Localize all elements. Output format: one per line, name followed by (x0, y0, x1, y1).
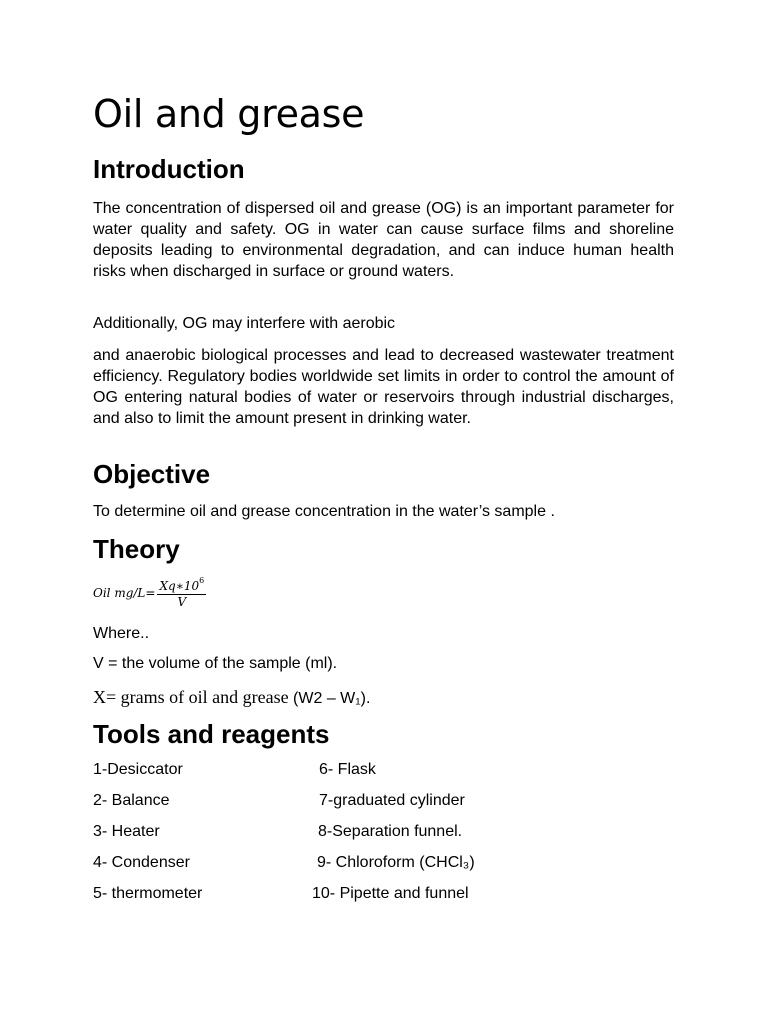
objective-text: To determine oil and grease concentration in the water’s sample . (93, 503, 555, 520)
tools-list (93, 761, 674, 916)
list-item (93, 885, 674, 916)
tool-right: 9- Chloroform (CHCl₃) (317, 854, 475, 871)
introduction-paragraph-2: Additionally, OG may interfere with aerobic (93, 315, 396, 332)
list-item (93, 792, 674, 823)
introduction-paragraph-1: The concentration of dispersed oil and grease (OG) is an important parameter for water quality and safety. OG in water can cause surface films and shoreline deposits leading to environmental degradation, and can induce human health risks when discharged in surface or ground waters. (93, 200, 674, 280)
tool-left: 1-Desiccator (93, 761, 183, 778)
theory-heading: Theory (93, 534, 180, 564)
tool-right: 10- Pipette and funnel (312, 885, 469, 902)
formula-lhs: Oil mg/L= (93, 585, 156, 600)
tool-right: 6- Flask (319, 761, 376, 778)
v-definition: V = the volume of the sample (ml). (93, 655, 338, 672)
introduction-heading: Introduction (93, 154, 245, 184)
formula-exponent: 6 (199, 576, 205, 585)
tool-right: 7-graduated cylinder (319, 792, 465, 809)
list-item (93, 854, 674, 885)
introduction-paragraph-3: and anaerobic biological processes and lead to decreased wastewater treatment efficiency. Regulatory bodies worldwide set limits in order to control the amount of OG entering natural bodies of water or reservoirs through industrial discharges, and also to limit the amount present in drinking water. (93, 347, 674, 427)
x-definition (93, 687, 370, 708)
where-label: Where.. (93, 625, 150, 642)
list-item (93, 823, 674, 854)
tools-heading: Tools and reagents (93, 719, 330, 749)
tool-left: 5- thermometer (93, 885, 203, 902)
x-definition-serif: X= grams of oil and grease (93, 687, 289, 707)
list-item (93, 761, 674, 792)
x-definition-sans: (W2 – W₁). (288, 690, 371, 707)
formula-numerator: $Xq∗10^6$ (159, 576, 205, 593)
tool-left: 3- Heater (93, 823, 160, 840)
objective-heading: Objective (93, 459, 211, 489)
oil-grease-formula (93, 576, 206, 609)
tool-left: 4- Condenser (93, 854, 190, 871)
tool-left: 2- Balance (93, 792, 170, 809)
tool-right: 8-Separation funnel. (318, 823, 463, 840)
formula-fraction (157, 576, 206, 609)
document-title: Oil and grease (93, 92, 365, 136)
formula-denominator: V (177, 595, 187, 609)
